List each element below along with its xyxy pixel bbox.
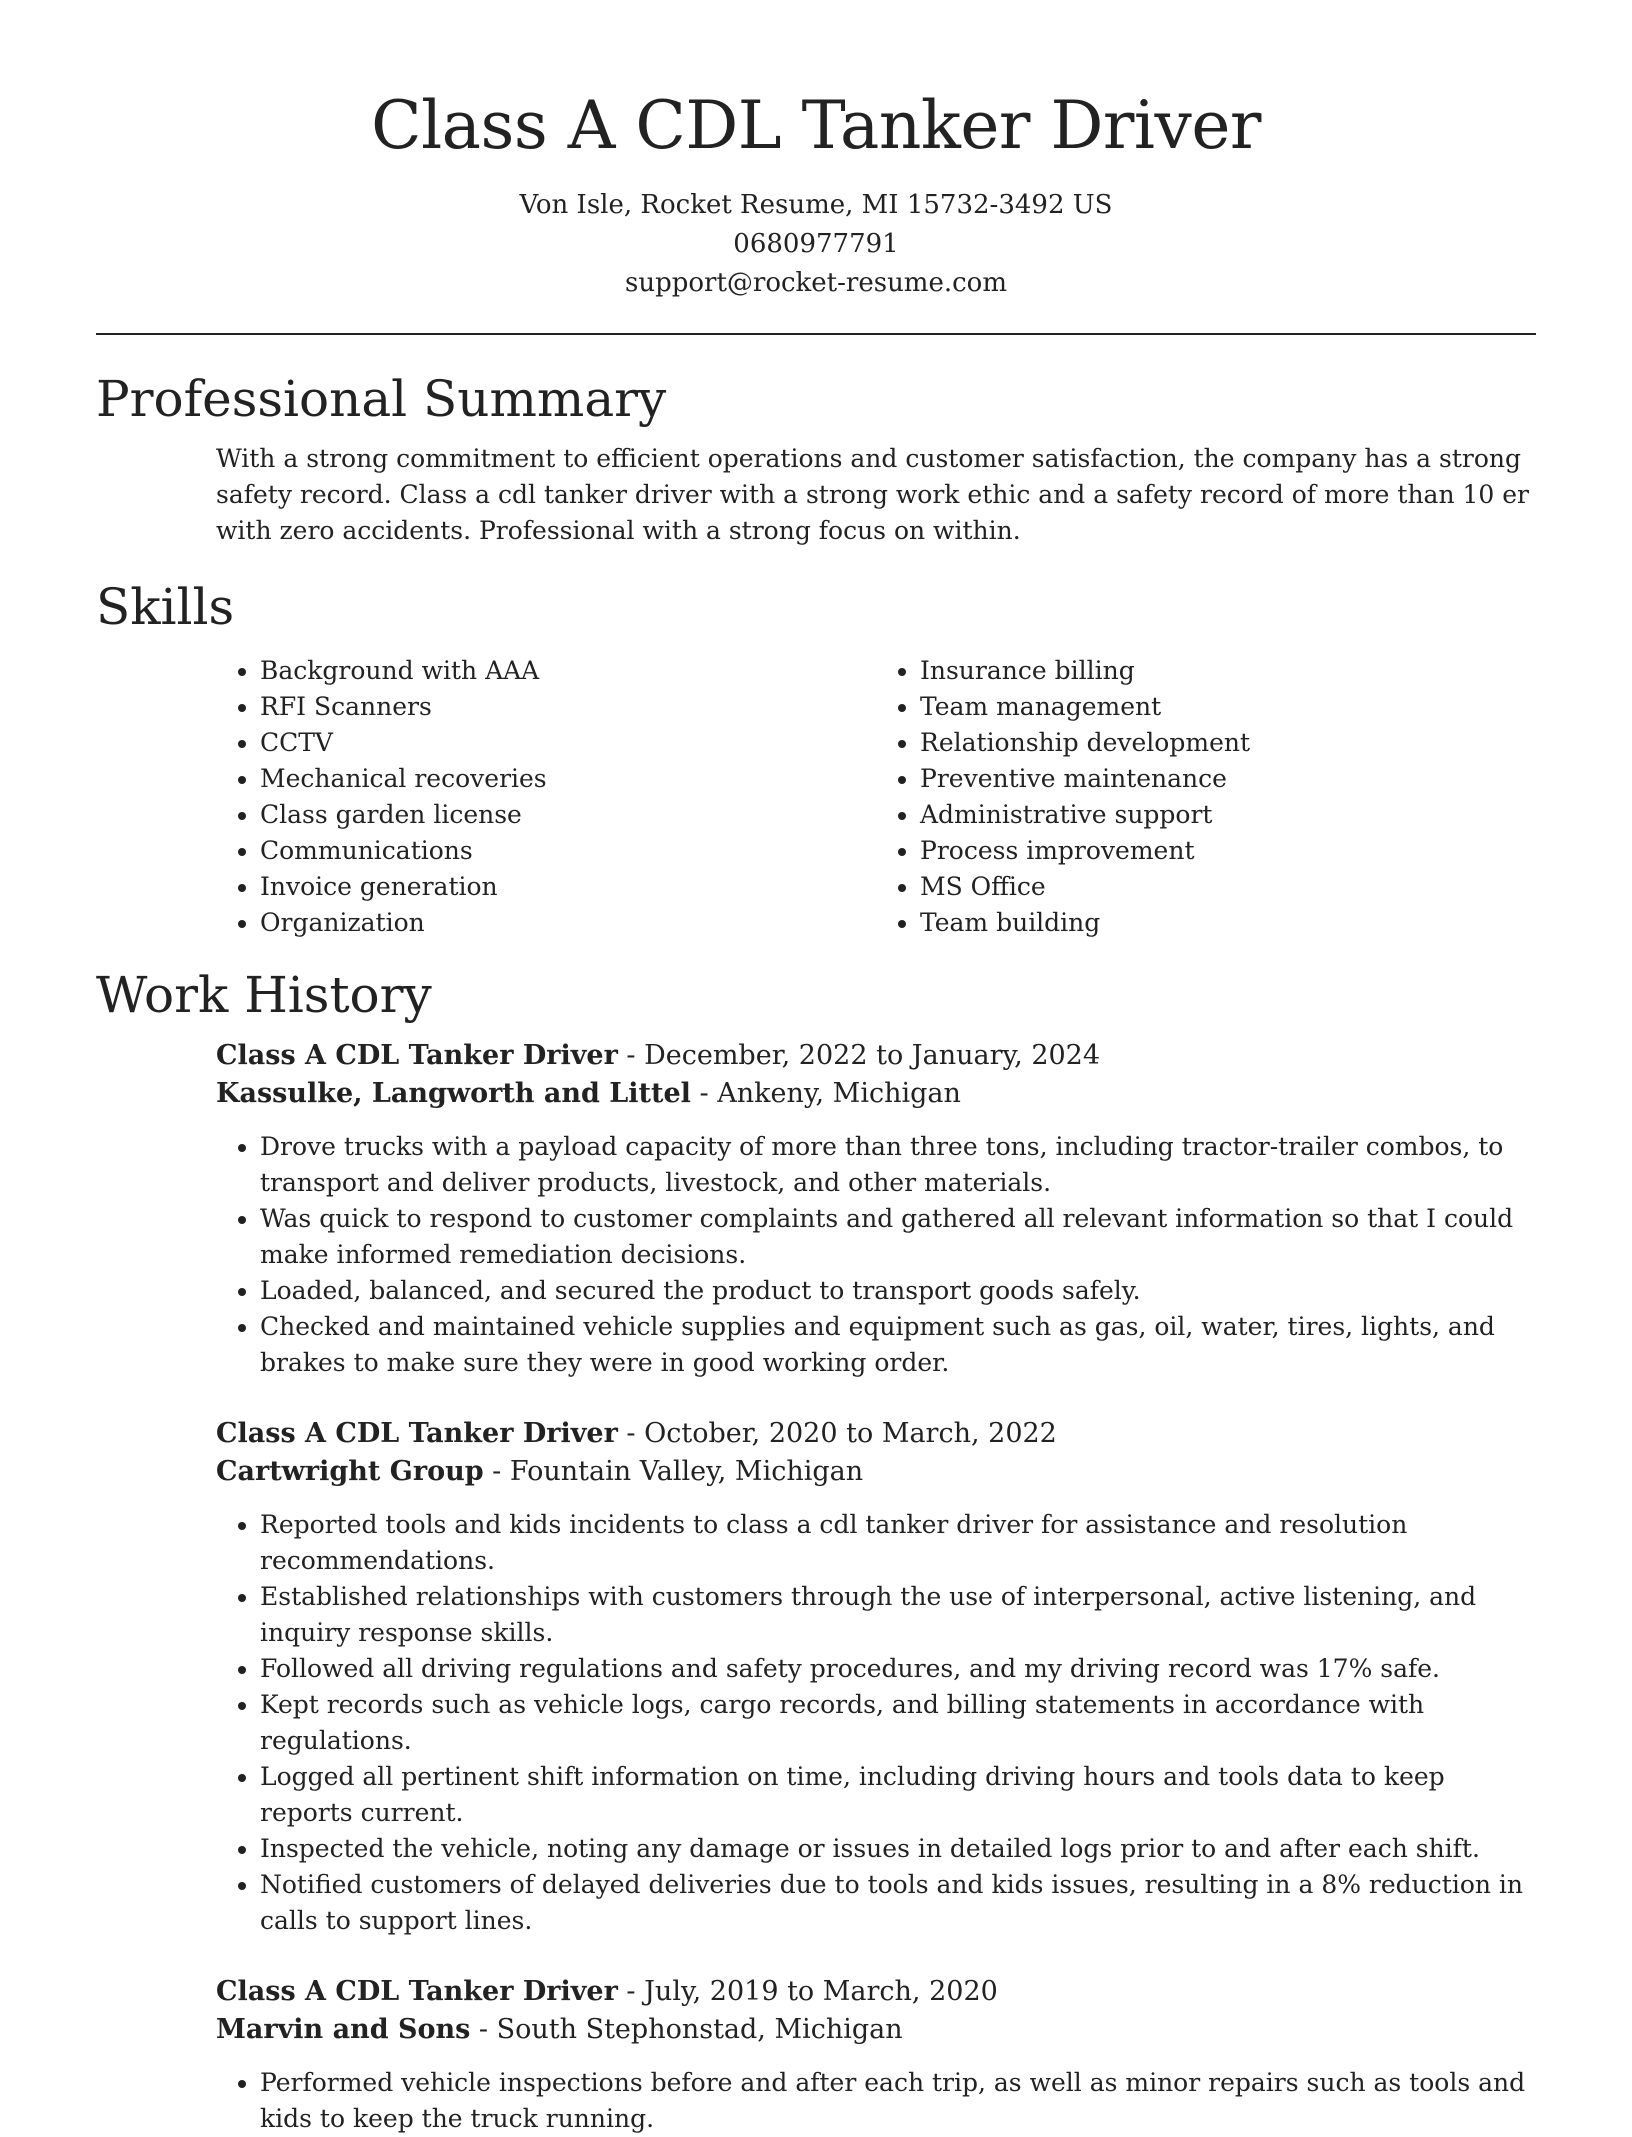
job-bullet: • Loaded, balanced, and secured the product to transport goods safely.	[260, 1273, 1536, 1309]
skill-item: • Preventive maintenance	[920, 761, 1536, 797]
resume-name: Class A CDL Tanker Driver	[371, 87, 1261, 164]
work-history-heading: Work History	[96, 966, 432, 1024]
summary-heading: Professional Summary	[96, 370, 667, 428]
skill-item: • Class garden license	[260, 797, 876, 833]
skills-list-right	[876, 653, 1536, 941]
job-dates: - October, 2020 to March, 2022	[617, 1418, 1057, 1449]
skill-item: • Insurance billing	[920, 653, 1536, 689]
skills-heading: Skills	[96, 578, 235, 636]
job-company: Cartwright Group	[216, 1456, 484, 1487]
job-company: Kassulke, Langworth and Littel	[216, 1078, 691, 1109]
job-location: - Ankeny, Michigan	[690, 1078, 961, 1109]
job-bullet: • Performed vehicle inspections before and after each trip, as well as minor repairs such as tools and kids to keep the truck running.	[260, 2065, 1536, 2137]
job-bullet: • Inspected the vehicle, noting any damage or issues in detailed logs prior to and after each shift.	[260, 1831, 1536, 1867]
skill-item: • MS Office	[920, 869, 1536, 905]
job-dates: - July, 2019 to March, 2020	[617, 1976, 998, 2007]
job-location: - South Stephonstad, Michigan	[470, 2014, 903, 2045]
skill-item: • Organization	[260, 905, 876, 941]
job-role: Class A CDL Tanker Driver	[216, 1418, 618, 1449]
work-history-section	[96, 965, 1536, 2137]
job-company: Marvin and Sons	[216, 2014, 471, 2045]
skill-item: • Communications	[260, 833, 876, 869]
job-role: Class A CDL Tanker Driver	[216, 1976, 618, 2007]
job-location: - Fountain Valley, Michigan	[483, 1456, 864, 1487]
job-bullets	[216, 1507, 1536, 1939]
job-bullet: • Logged all pertinent shift information on time, including driving hours and tools data to keep reports current.	[260, 1759, 1536, 1831]
skill-item: • Team management	[920, 689, 1536, 725]
skill-item: • Administrative support	[920, 797, 1536, 833]
contact-block	[96, 186, 1536, 303]
skill-item: • Background with AAA	[260, 653, 876, 689]
job-bullet: • Established relationships with customers through the use of interpersonal, active listening, and inquiry response skills.	[260, 1579, 1536, 1651]
contact-address: Von Isle, Rocket Resume, MI 15732-3492 US	[519, 190, 1113, 220]
skill-item: • RFI Scanners	[260, 689, 876, 725]
skills-section	[96, 577, 1536, 941]
job-bullet: • Followed all driving regulations and safety procedures, and my driving record was 17% safe.	[260, 1651, 1536, 1687]
skill-item: • Relationship development	[920, 725, 1536, 761]
job-header	[216, 1973, 1536, 2049]
job-bullet: • Reported tools and kids incidents to class a cdl tanker driver for assistance and resolution recommendations.	[260, 1507, 1536, 1579]
skills-list-left	[216, 653, 876, 941]
skill-item: • Process improvement	[920, 833, 1536, 869]
skill-item: • Invoice generation	[260, 869, 876, 905]
job-entry	[216, 1973, 1536, 2137]
summary-text: With a strong commitment to efficient operations and customer satisfaction, the company has a strong safety record. Class a cdl tanker driver with a strong work ethic and a safety record of more than 10 er with zero accidents. Professional with a strong focus on within.	[216, 444, 1530, 545]
job-bullet: • Checked and maintained vehicle supplies and equipment such as gas, oil, water, tires, lights, and brakes to make sure they were in good working order.	[260, 1309, 1536, 1381]
job-bullets	[216, 2065, 1536, 2137]
contact-email: support@rocket-resume.com	[624, 268, 1007, 298]
header-divider	[96, 333, 1536, 335]
job-header	[216, 1415, 1536, 1491]
job-entry	[216, 1415, 1536, 1939]
job-role: Class A CDL Tanker Driver	[216, 1040, 618, 1071]
job-bullet: • Drove trucks with a payload capacity of more than three tons, including tractor-trailer combos, to transport and deliver products, livestock, and other materials.	[260, 1129, 1536, 1201]
summary-section	[96, 369, 1536, 549]
skill-item: • Team building	[920, 905, 1536, 941]
job-bullet: • Was quick to respond to customer complaints and gathered all relevant information so that I could make informed remediation decisions.	[260, 1201, 1536, 1273]
resume-header	[96, 0, 1536, 303]
contact-phone: 0680977791	[733, 229, 899, 259]
skill-item: • Mechanical recoveries	[260, 761, 876, 797]
skill-item: • CCTV	[260, 725, 876, 761]
job-dates: - December, 2022 to January, 2024	[617, 1040, 1101, 1071]
job-header	[216, 1037, 1536, 1113]
job-bullets	[216, 1129, 1536, 1381]
job-bullet: • Kept records such as vehicle logs, cargo records, and billing statements in accordance with regulations.	[260, 1687, 1536, 1759]
skills-columns	[216, 653, 1536, 941]
job-entry	[216, 1037, 1536, 1381]
job-bullet: • Notified customers of delayed deliveries due to tools and kids issues, resulting in a 8% reduction in calls to support lines.	[260, 1867, 1536, 1939]
